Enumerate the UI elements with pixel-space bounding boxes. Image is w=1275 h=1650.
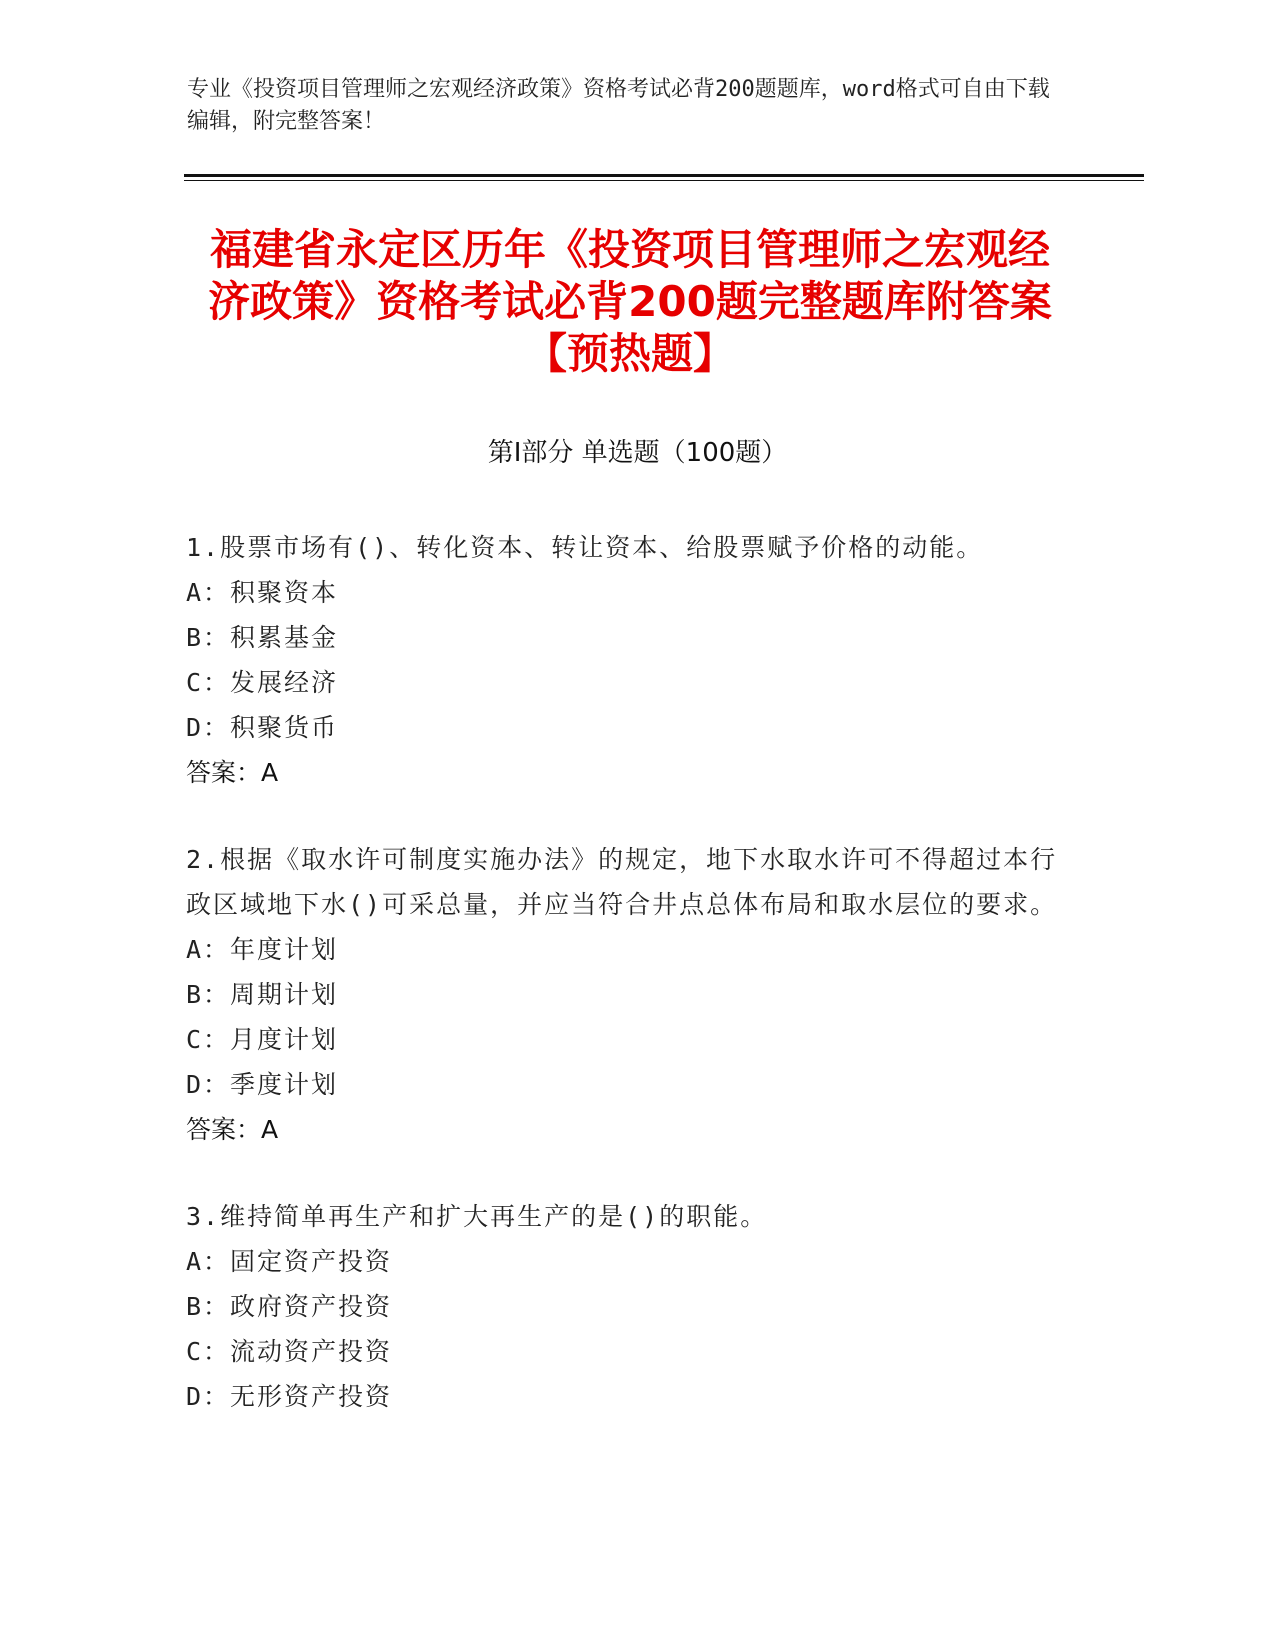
question-list	[186, 525, 1066, 1461]
question-item	[186, 837, 1066, 1152]
question-item	[186, 525, 1066, 795]
question-option-b: B：周期计划	[186, 980, 339, 1009]
section-heading: 第Ⅰ部分 单选题（100题）	[487, 438, 788, 468]
question-answer: 答案：A	[186, 1115, 279, 1144]
header-divider-thick	[184, 174, 1144, 177]
question-option-a: A：固定资产投资	[186, 1247, 393, 1276]
header-divider-thin	[184, 180, 1144, 181]
question-option-d: D：无形资产投资	[186, 1382, 393, 1411]
question-option-a: A：积聚资本	[186, 578, 339, 607]
question-option-c: C：流动资产投资	[186, 1337, 393, 1366]
question-stem: 3.维持简单再生产和扩大再生产的是()的职能。	[186, 1202, 768, 1231]
document-title: 福建省永定区历年《投资项目管理师之宏观经济政策》资格考试必背200题完整题库附答案【预热题】	[208, 225, 1052, 378]
question-option-d: D：季度计划	[186, 1070, 339, 1099]
question-item	[186, 1194, 1066, 1419]
header-note: 专业《投资项目管理师之宏观经济政策》资格考试必背200题题库，word格式可自由下载编辑，附完整答案！	[187, 77, 1050, 134]
question-option-c: C：发展经济	[186, 668, 339, 697]
question-answer: 答案：A	[186, 758, 279, 787]
question-option-b: B：政府资产投资	[186, 1292, 393, 1321]
question-option-a: A：年度计划	[186, 935, 339, 964]
question-option-c: C：月度计划	[186, 1025, 339, 1054]
question-option-d: D：积聚货币	[186, 713, 339, 742]
question-stem: 1.股票市场有()、转化资本、转让资本、给股票赋予价格的动能。	[186, 533, 984, 562]
question-option-b: B：积累基金	[186, 623, 339, 652]
question-stem: 2.根据《取水许可制度实施办法》的规定，地下水取水许可不得超过本行政区域地下水()可采总量，并应当符合井点总体布局和取水层位的要求。	[186, 845, 1058, 919]
